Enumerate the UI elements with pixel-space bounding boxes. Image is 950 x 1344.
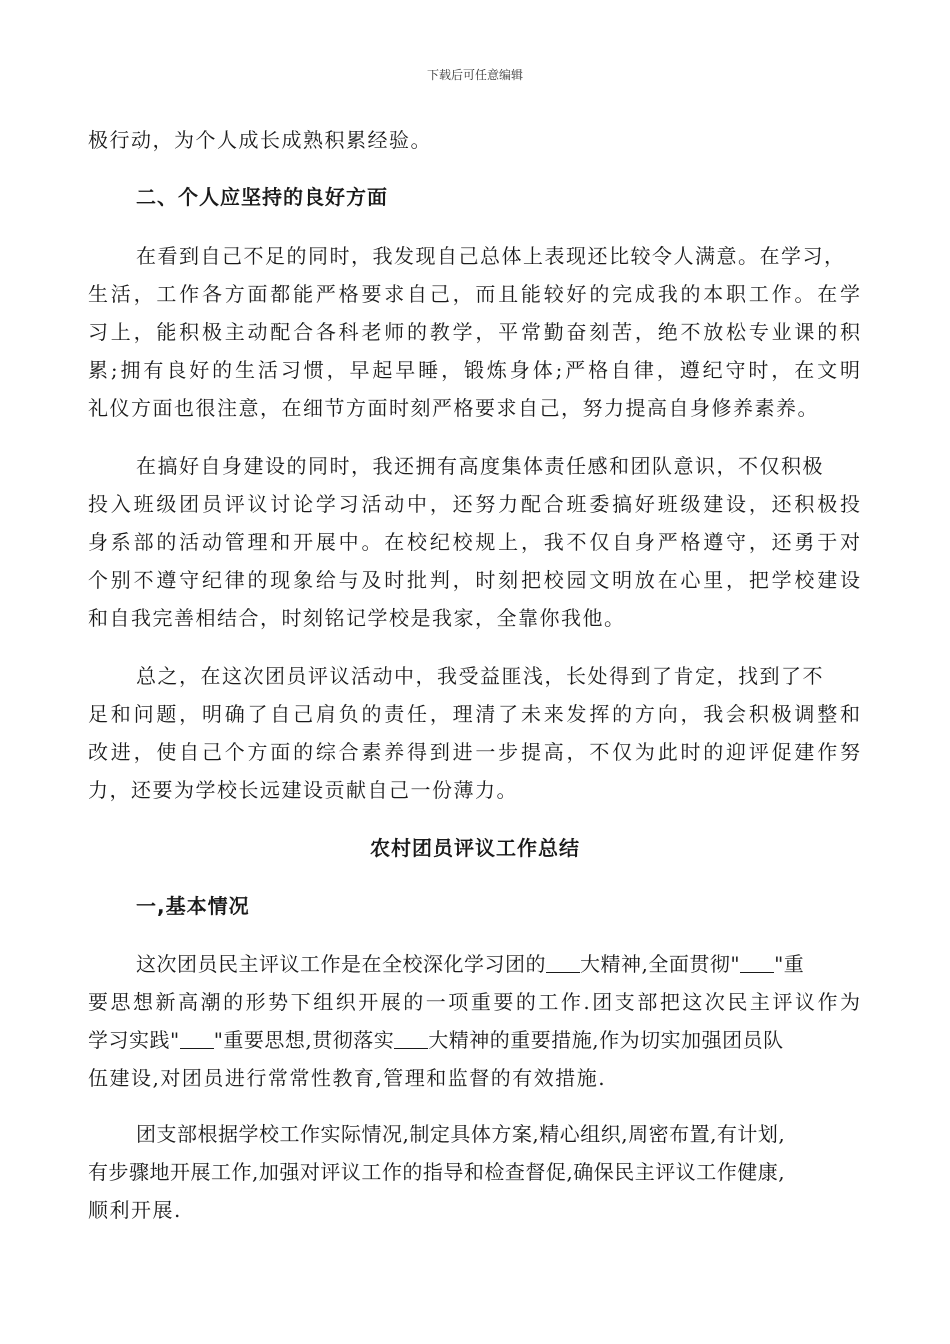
blank-underline	[546, 952, 580, 973]
blank-underline	[740, 952, 774, 973]
text-line: 个别不遵守纪律的现象给与及时批判，时刻把校园文明放在心里，把学校建设	[88, 568, 860, 592]
text-line: 礼仪方面也很注意，在细节方面时刻严格要求自己，努力提高自身修养素养。	[88, 396, 819, 420]
text-segment: 这次团员民主评议工作是在全校深化学习团的	[136, 952, 546, 976]
text-line: 身系部的活动管理和开展中。在校纪校规上，我不仅自身严格遵守，还勇于对	[88, 530, 860, 554]
text-line: 极行动，为个人成长成熟积累经验。	[88, 128, 432, 152]
text-line: 力，还要为学校长远建设贡献自己一份薄力。	[88, 778, 518, 802]
text-segment: 大精神的重要措施,作为切实加强团员队	[428, 1028, 784, 1052]
blank-underline	[394, 1028, 428, 1049]
text-segment: 大精神,全面贯彻"	[580, 952, 741, 976]
text-line: 总之，在这次团员评议活动中，我受益匪浅，长处得到了肯定，找到了不	[136, 664, 824, 688]
text-line	[136, 950, 804, 978]
text-line: 要思想新高潮的形势下组织开展的一项重要的工作.团支部把这次民主评议作为	[88, 990, 860, 1014]
section-heading: 一,基本情况	[136, 894, 250, 918]
text-line: 习上，能积极主动配合各科老师的教学，平常勤奋刻苦，绝不放松专业课的积	[88, 320, 860, 344]
text-line: 团支部根据学校工作实际情况,制定具体方案,精心组织,周密布置,有计划,	[136, 1122, 786, 1146]
text-line: 生活，工作各方面都能严格要求自己，而且能较好的完成我的本职工作。在学	[88, 282, 860, 306]
text-line: 和自我完善相结合，时刻铭记学校是我家，全靠你我他。	[88, 606, 626, 630]
section-heading: 二、个人应坚持的良好方面	[136, 185, 388, 209]
text-line: 在搞好自身建设的同时，我还拥有高度集体责任感和团队意识，不仅积极	[136, 454, 824, 478]
text-line: 顺利开展.	[88, 1198, 182, 1222]
text-line: 足和问题，明确了自己肩负的责任，理清了未来发挥的方向，我会积极调整和	[88, 702, 860, 726]
text-line: 伍建设,对团员进行常常性教育,管理和监督的有效措施.	[88, 1066, 607, 1090]
text-line: 有步骤地开展工作,加强对评议工作的指导和检查督促,确保民主评议工作健康,	[88, 1160, 786, 1184]
blank-underline	[180, 1028, 214, 1049]
text-line: 在看到自己不足的同时，我发现自己总体上表现还比较令人满意。在学习，	[136, 244, 846, 268]
text-line: 投入班级团员评议讨论学习活动中，还努力配合班委搞好班级建设，还积极投	[88, 492, 860, 516]
text-segment: "重要思想,贯彻落实	[213, 1028, 395, 1052]
text-line	[88, 1026, 784, 1054]
document-title: 农村团员评议工作总结	[370, 836, 580, 860]
text-segment: "重	[774, 952, 805, 976]
text-segment: 学习实践"	[88, 1028, 180, 1052]
text-line: 累;拥有良好的生活习惯，早起早睡，锻炼身体;严格自律，遵纪守时，在文明	[88, 358, 860, 382]
text-line: 改进，使自己个方面的综合素养得到进一步提高，不仅为此时的迎评促建作努	[88, 740, 860, 764]
header-note: 下载后可任意编辑	[426, 68, 523, 82]
